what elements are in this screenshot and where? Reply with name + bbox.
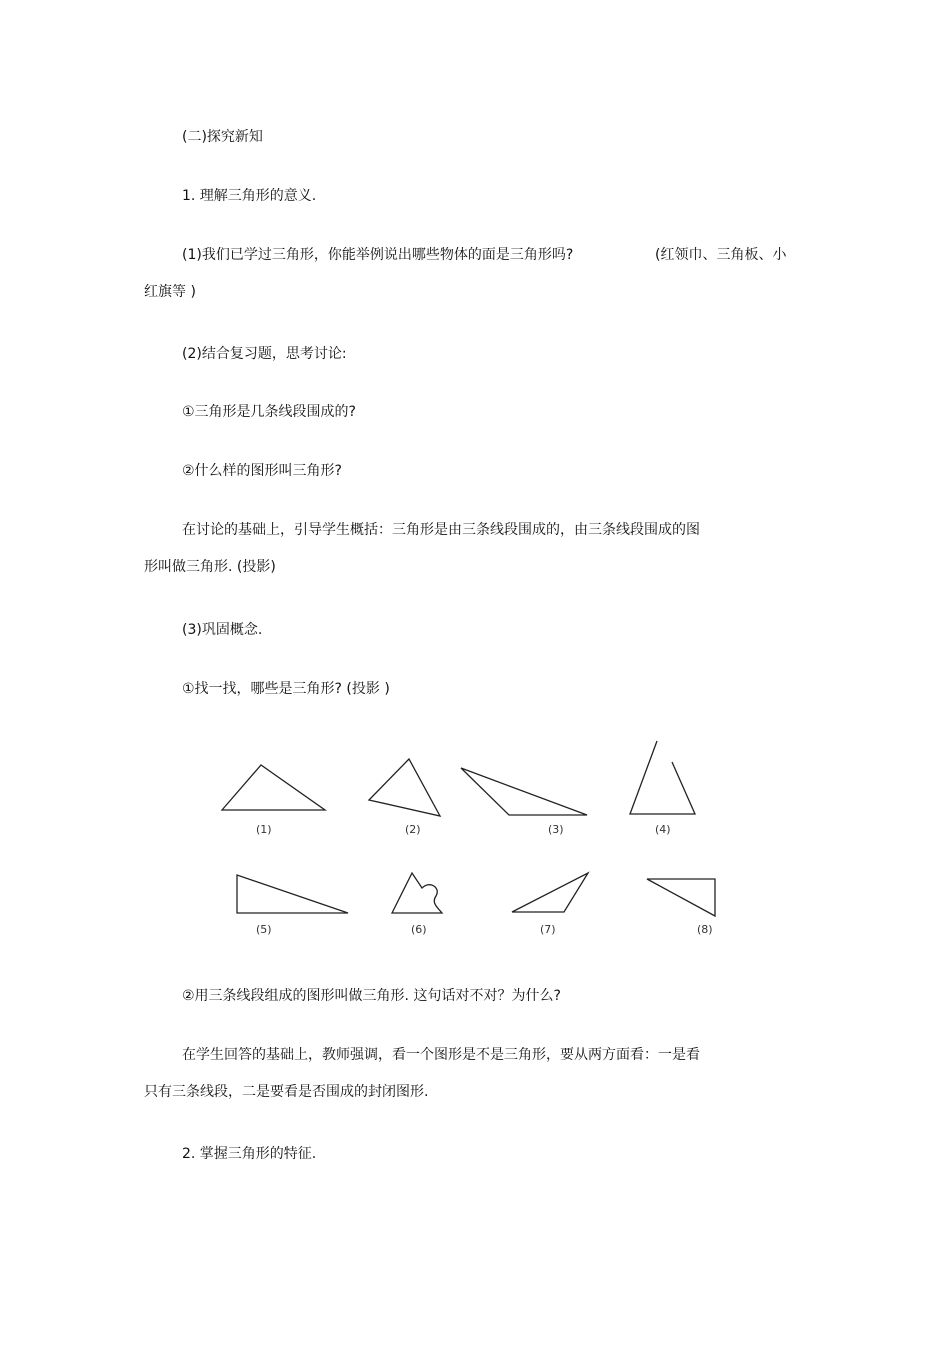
question-3-a: ①找一找，哪些是三角形? (投影 ) — [182, 681, 390, 697]
figure-label-1: (1) — [256, 823, 272, 836]
question-2-a: ①三角形是几条线段围成的? — [182, 404, 356, 420]
question-3-b: ②用三条线段组成的图形叫做三角形. 这句话对不对？为什么? — [182, 988, 561, 1004]
emphasis-line-1: 在学生回答的基础上，教师强调，看一个图形是不是三角形，要从两方面看：一是看 — [182, 1047, 700, 1063]
summary-line-1: 在讨论的基础上，引导学生概括：三角形是由三条线段围成的，由三条线段围成的图 — [182, 522, 700, 538]
figure-label-8: (8) — [697, 923, 713, 936]
figure-2-triangle — [369, 759, 440, 816]
emphasis-line-2: 只有三条线段，二是要看是否围成的封闭图形. — [144, 1084, 429, 1100]
question-3: (3)巩固概念. — [182, 622, 263, 638]
question-2: (2)结合复习题，思考讨论: — [182, 346, 347, 362]
item2-heading: 2. 掌握三角形的特征. — [182, 1146, 317, 1162]
question-1-examples: (红领巾、三角板、小 — [655, 247, 787, 263]
figure-8-triangle — [647, 879, 715, 916]
figure-label-5: (5) — [256, 923, 272, 936]
figure-6-curved-shape — [392, 873, 442, 913]
figure-label-2: (2) — [405, 823, 421, 836]
figure-label-7: (7) — [540, 923, 556, 936]
figure-7-triangle — [512, 873, 588, 912]
summary-line-2: 形叫做三角形. (投影) — [144, 559, 276, 575]
figure-label-3: (3) — [548, 823, 564, 836]
figure-1-triangle — [222, 765, 325, 810]
figure-label-6: (6) — [411, 923, 427, 936]
question-1-text: (1)我们已学过三角形，你能举例说出哪些物体的面是三角形吗? — [182, 247, 574, 263]
question-2-b: ②什么样的图形叫三角形? — [182, 463, 342, 479]
figure-label-4: (4) — [655, 823, 671, 836]
section-title: (二)探究新知 — [182, 129, 263, 145]
figure-4-open-shape — [630, 741, 695, 814]
question-1-continuation: 红旗等 ) — [144, 284, 196, 300]
item1-heading: 1. 理解三角形的意义. — [182, 188, 317, 204]
figure-3-triangle — [461, 768, 587, 815]
figure-5-triangle — [237, 875, 348, 913]
